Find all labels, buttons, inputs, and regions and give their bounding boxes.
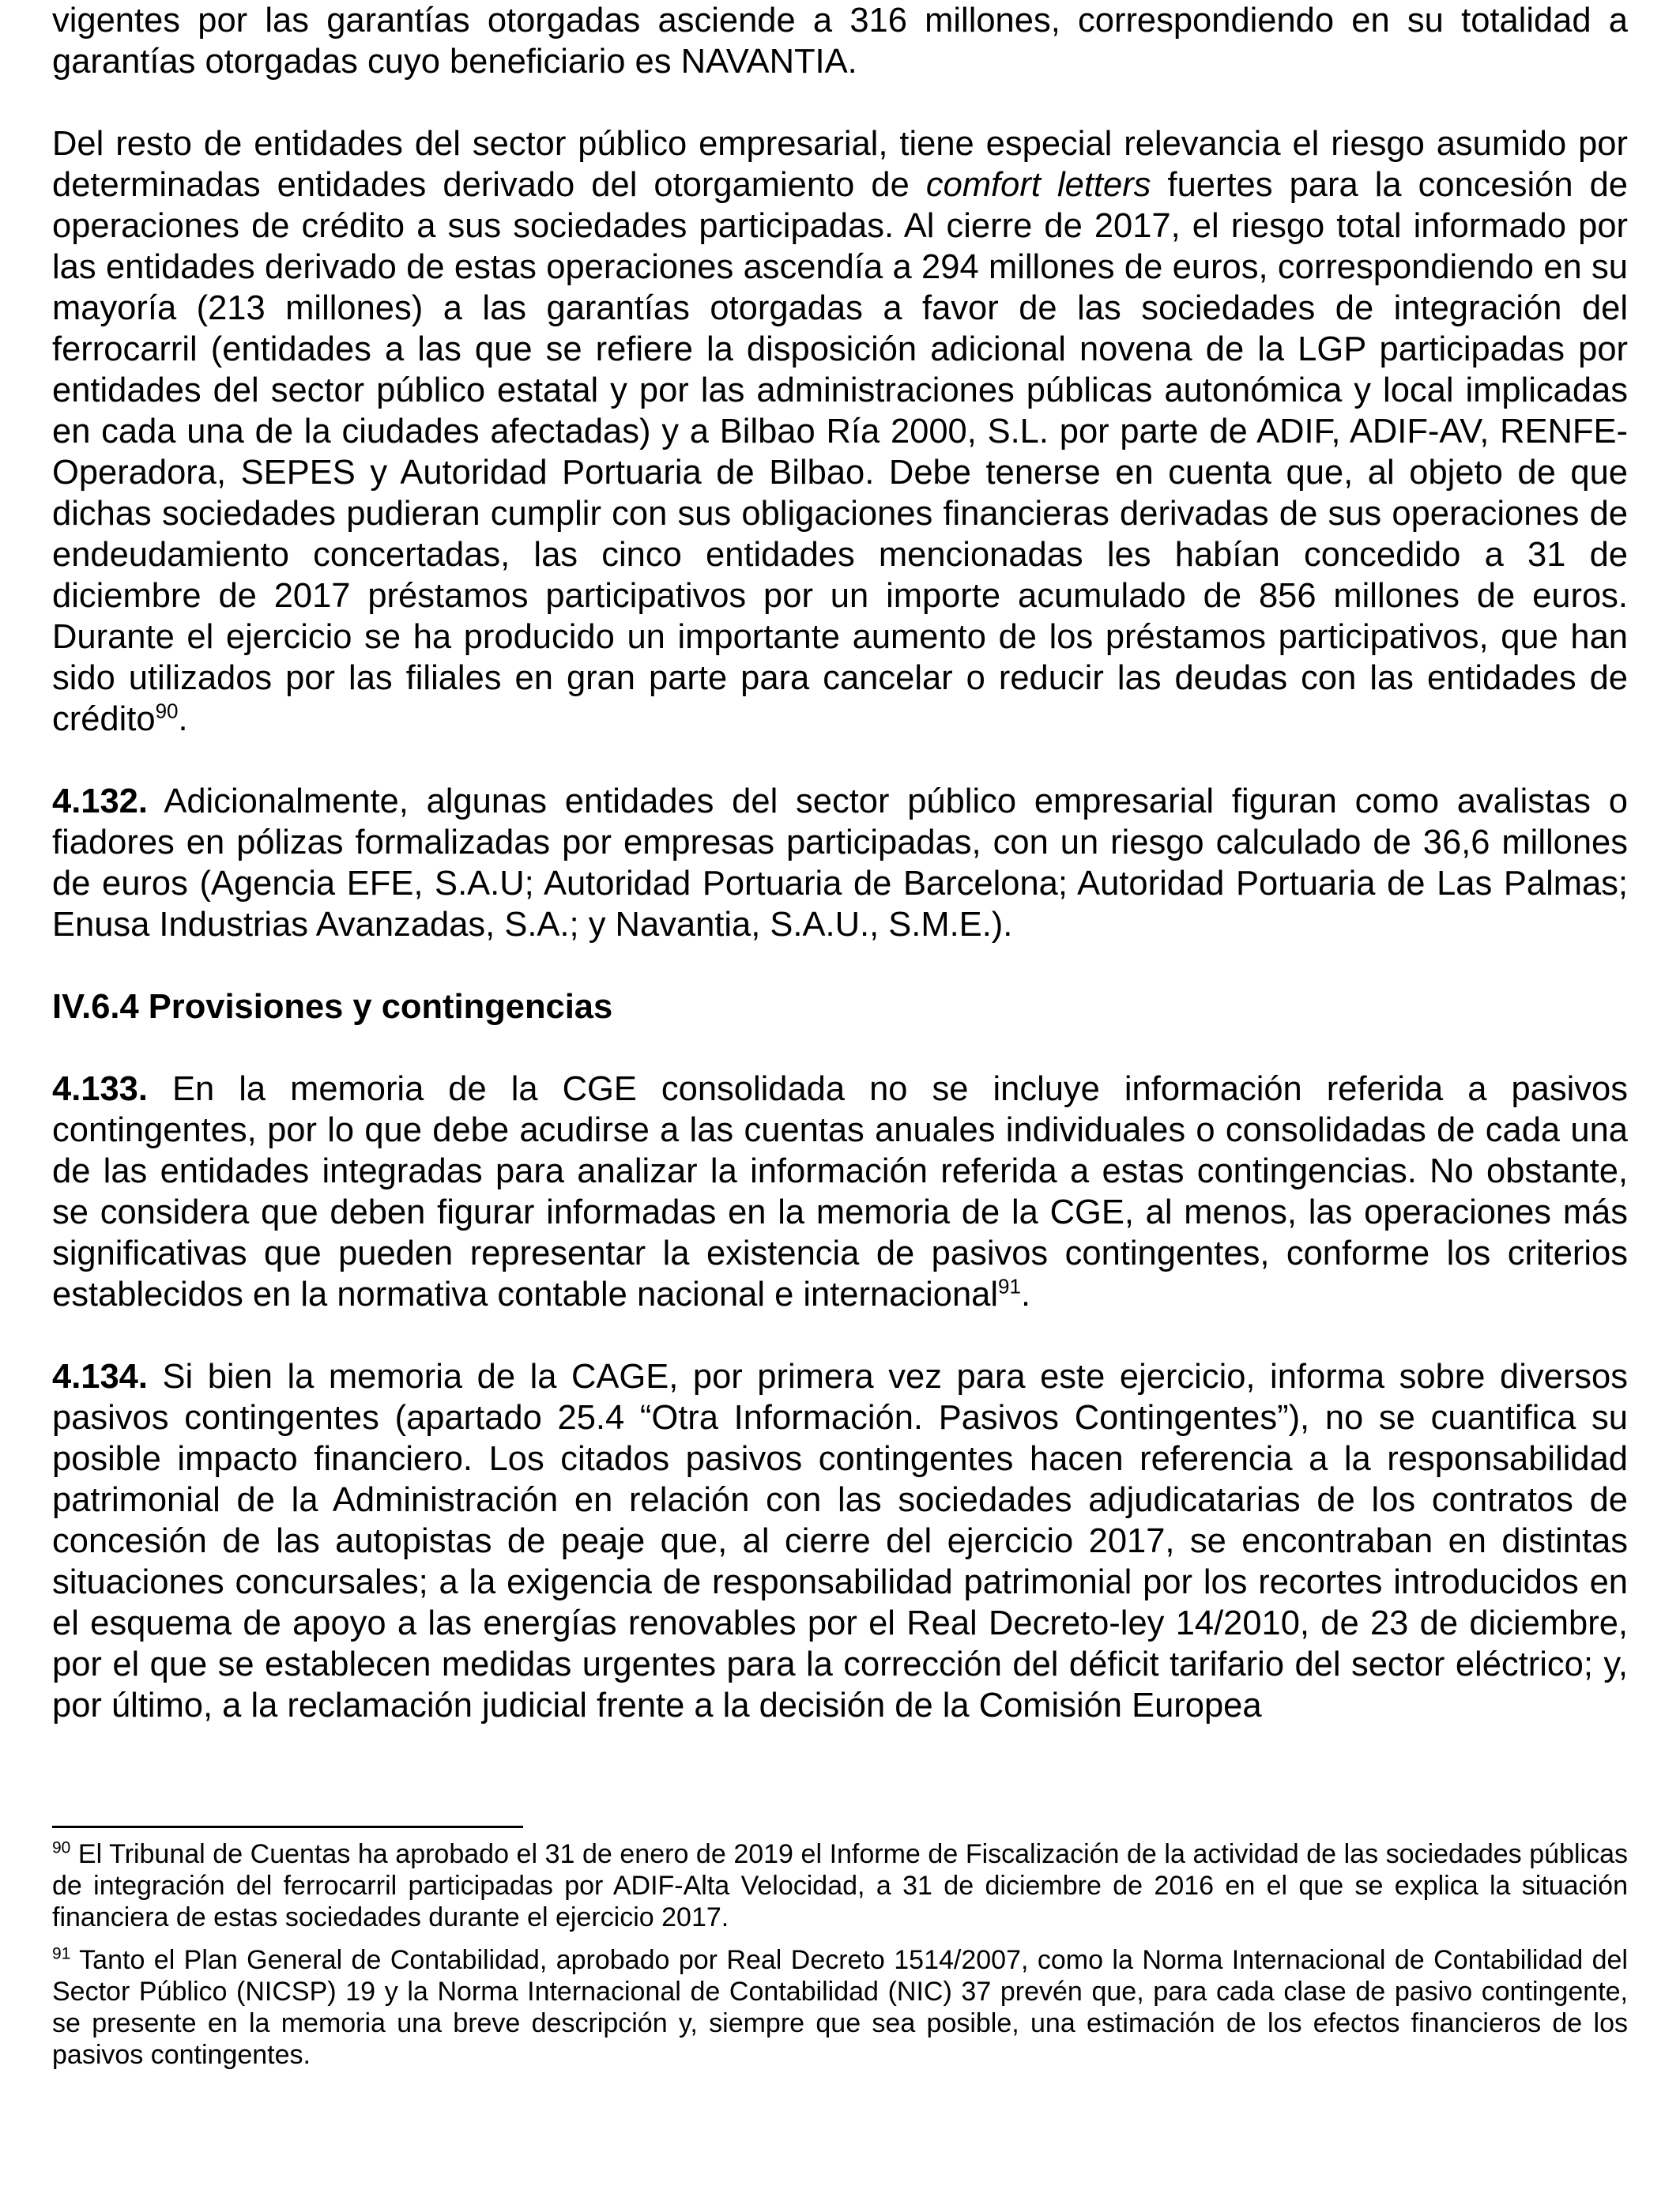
- paragraph-4-132: [52, 781, 1628, 945]
- footnote-mark: 90: [52, 1838, 71, 1857]
- paragraph-continuation: [52, 0, 1628, 82]
- document-page: [52, 0, 1628, 1726]
- paragraph-end: .: [1020, 1276, 1031, 1314]
- paragraph-text: En la memoria de la CGE consolidada no se incluye información referida a pasivos contingentes, por lo que debe acudirse a las cuentas anuales individuales o consolidadas de cada una de las entidades integradas para analizar la información referida a estas contingencias. No obstante, se considera que deben figurar informadas en la memoria de la CGE, al menos, las operaciones más significativas que pueden representar la existencia de pasivos contingentes, conforme los criterios establecidos en la normativa contable nacional e internacional: [52, 1070, 1628, 1314]
- paragraph-text: fuertes para la concesión de operaciones de crédito a sus sociedades participadas. Al cierre de 2017, el riesgo total informado por las entidades derivado de estas operaciones ascendía a 294 millones de euros, correspondiendo en su mayoría (213 millones) a las garantías otorgadas a favor de las sociedades de integración del ferrocarril (entidades a las que se refiere la disposición adicional novena de la LGP participadas por entidades del sector público estatal y por las administraciones públicas autonómica y local implicadas en cada una de la ciudades afectadas) y a Bilbao Ría 2000, S.L. por parte de ADIF, ADIF-AV, RENFE-Operadora, SEPES y Autoridad Portuaria de Bilbao. Debe tenerse en cuenta que, al objeto de que dichas sociedades pudieran cumplir con sus obligaciones financieras derivadas de sus operaciones de endeudamiento concertadas, las cinco entidades mencionadas les habían concedido a 31 de diciembre de 2017 préstamos participativos por un importe acumulado de 856 millones de euros. Durante el ejercicio se ha producido un importante aumento de los préstamos participativos, que han sido utilizados por las filiales en gran parte para cancelar o reducir las deudas con las entidades de crédito: [52, 166, 1628, 738]
- footnote-text: Tanto el Plan General de Contabilidad, aprobado por Real Decreto 1514/2007, como la Norma Internacional de Contabilidad del Sector Público (NICSP) 19 y la Norma Internacional de Contabilidad (NIC) 37 prevén que, para cada clase de pasivo contingente, se presente en la memoria una breve descripción y, siempre que sea posible, una estimación de los efectos financieros de los pasivos contingentes.: [52, 1945, 1628, 2070]
- footnote-90: [52, 1838, 1628, 1933]
- paragraph-number: 4.132.: [52, 782, 148, 820]
- footnotes: [52, 1838, 1628, 2071]
- paragraph-end: .: [178, 700, 188, 738]
- footnote-text: El Tribunal de Cuentas ha aprobado el 31 de enero de 2019 el Informe de Fiscalización de la actividad de las sociedades públicas de integración del ferrocarril participadas por ADIF-Alta Velocidad, a 31 de diciembre de 2016 en el que se explica la situación financiera de estas sociedades durante el ejercicio 2017.: [52, 1839, 1628, 1932]
- paragraph-4-134: [52, 1356, 1628, 1726]
- paragraph-text: Si bien la memoria de la CAGE, por primera vez para este ejercicio, informa sobre diversos pasivos contingentes (apartado 25.4 “Otra Información. Pasivos Contingentes”), no se cuantifica su posible impacto financiero. Los citados pasivos contingentes hacen referencia a la responsabilidad patrimonial de la Administración en relación con las sociedades adjudicatarias de los contratos de concesión de las autopistas de peaje que, al cierre del ejercicio 2017, se encontraban en distintas situaciones concursales; a la exigencia de responsabilidad patrimonial por los recortes introducidos en el esquema de apoyo a las energías renovables por el Real Decreto-ley 14/2010, de 23 de diciembre, por el que se establecen medidas urgentes para la corrección del déficit tarifario del sector eléctrico; y, por último, a la reclamación judicial frente a la decisión de la Comisión Europea: [52, 1358, 1628, 1725]
- paragraph-number: 4.134.: [52, 1358, 148, 1396]
- paragraph-text: Del resto de entidades del sector público empresarial, tiene especial relevancia el riesgo asumido por determinadas entidades derivado del otorgamiento de: [52, 125, 1628, 204]
- footnote-separator: [52, 1826, 523, 1828]
- paragraph-text: Adicionalmente, algunas entidades del sector público empresarial figuran como avalistas o fiadores en pólizas formalizadas por empresas participadas, con un riesgo calculado de 36,6 millones de euros (Agencia EFE, S.A.U; Autoridad Portuaria de Barcelona; Autoridad Portuaria de Las Palmas; Enusa Industrias Avanzadas, S.A.; y Navantia, S.A.U., S.M.E.).: [52, 782, 1628, 944]
- footnote-91: [52, 1944, 1628, 2071]
- footnote-reference-90[interactable]: 90: [155, 699, 179, 723]
- paragraph-comfort-letters: [52, 123, 1628, 740]
- footnote-reference-91[interactable]: 91: [998, 1274, 1021, 1299]
- paragraph-4-133: [52, 1069, 1628, 1315]
- italic-term: comfort letters: [925, 166, 1151, 204]
- footnote-mark: 91: [52, 1944, 71, 1963]
- paragraph-number: 4.133.: [52, 1070, 148, 1108]
- paragraph-text: vigentes por las garantías otorgadas asciende a 316 millones, correspondiendo en su totalidad a garantías otorgadas cuyo beneficiario es NAVANTIA.: [52, 2, 1628, 81]
- section-heading: IV.6.4 Provisiones y contingencias: [52, 988, 613, 1026]
